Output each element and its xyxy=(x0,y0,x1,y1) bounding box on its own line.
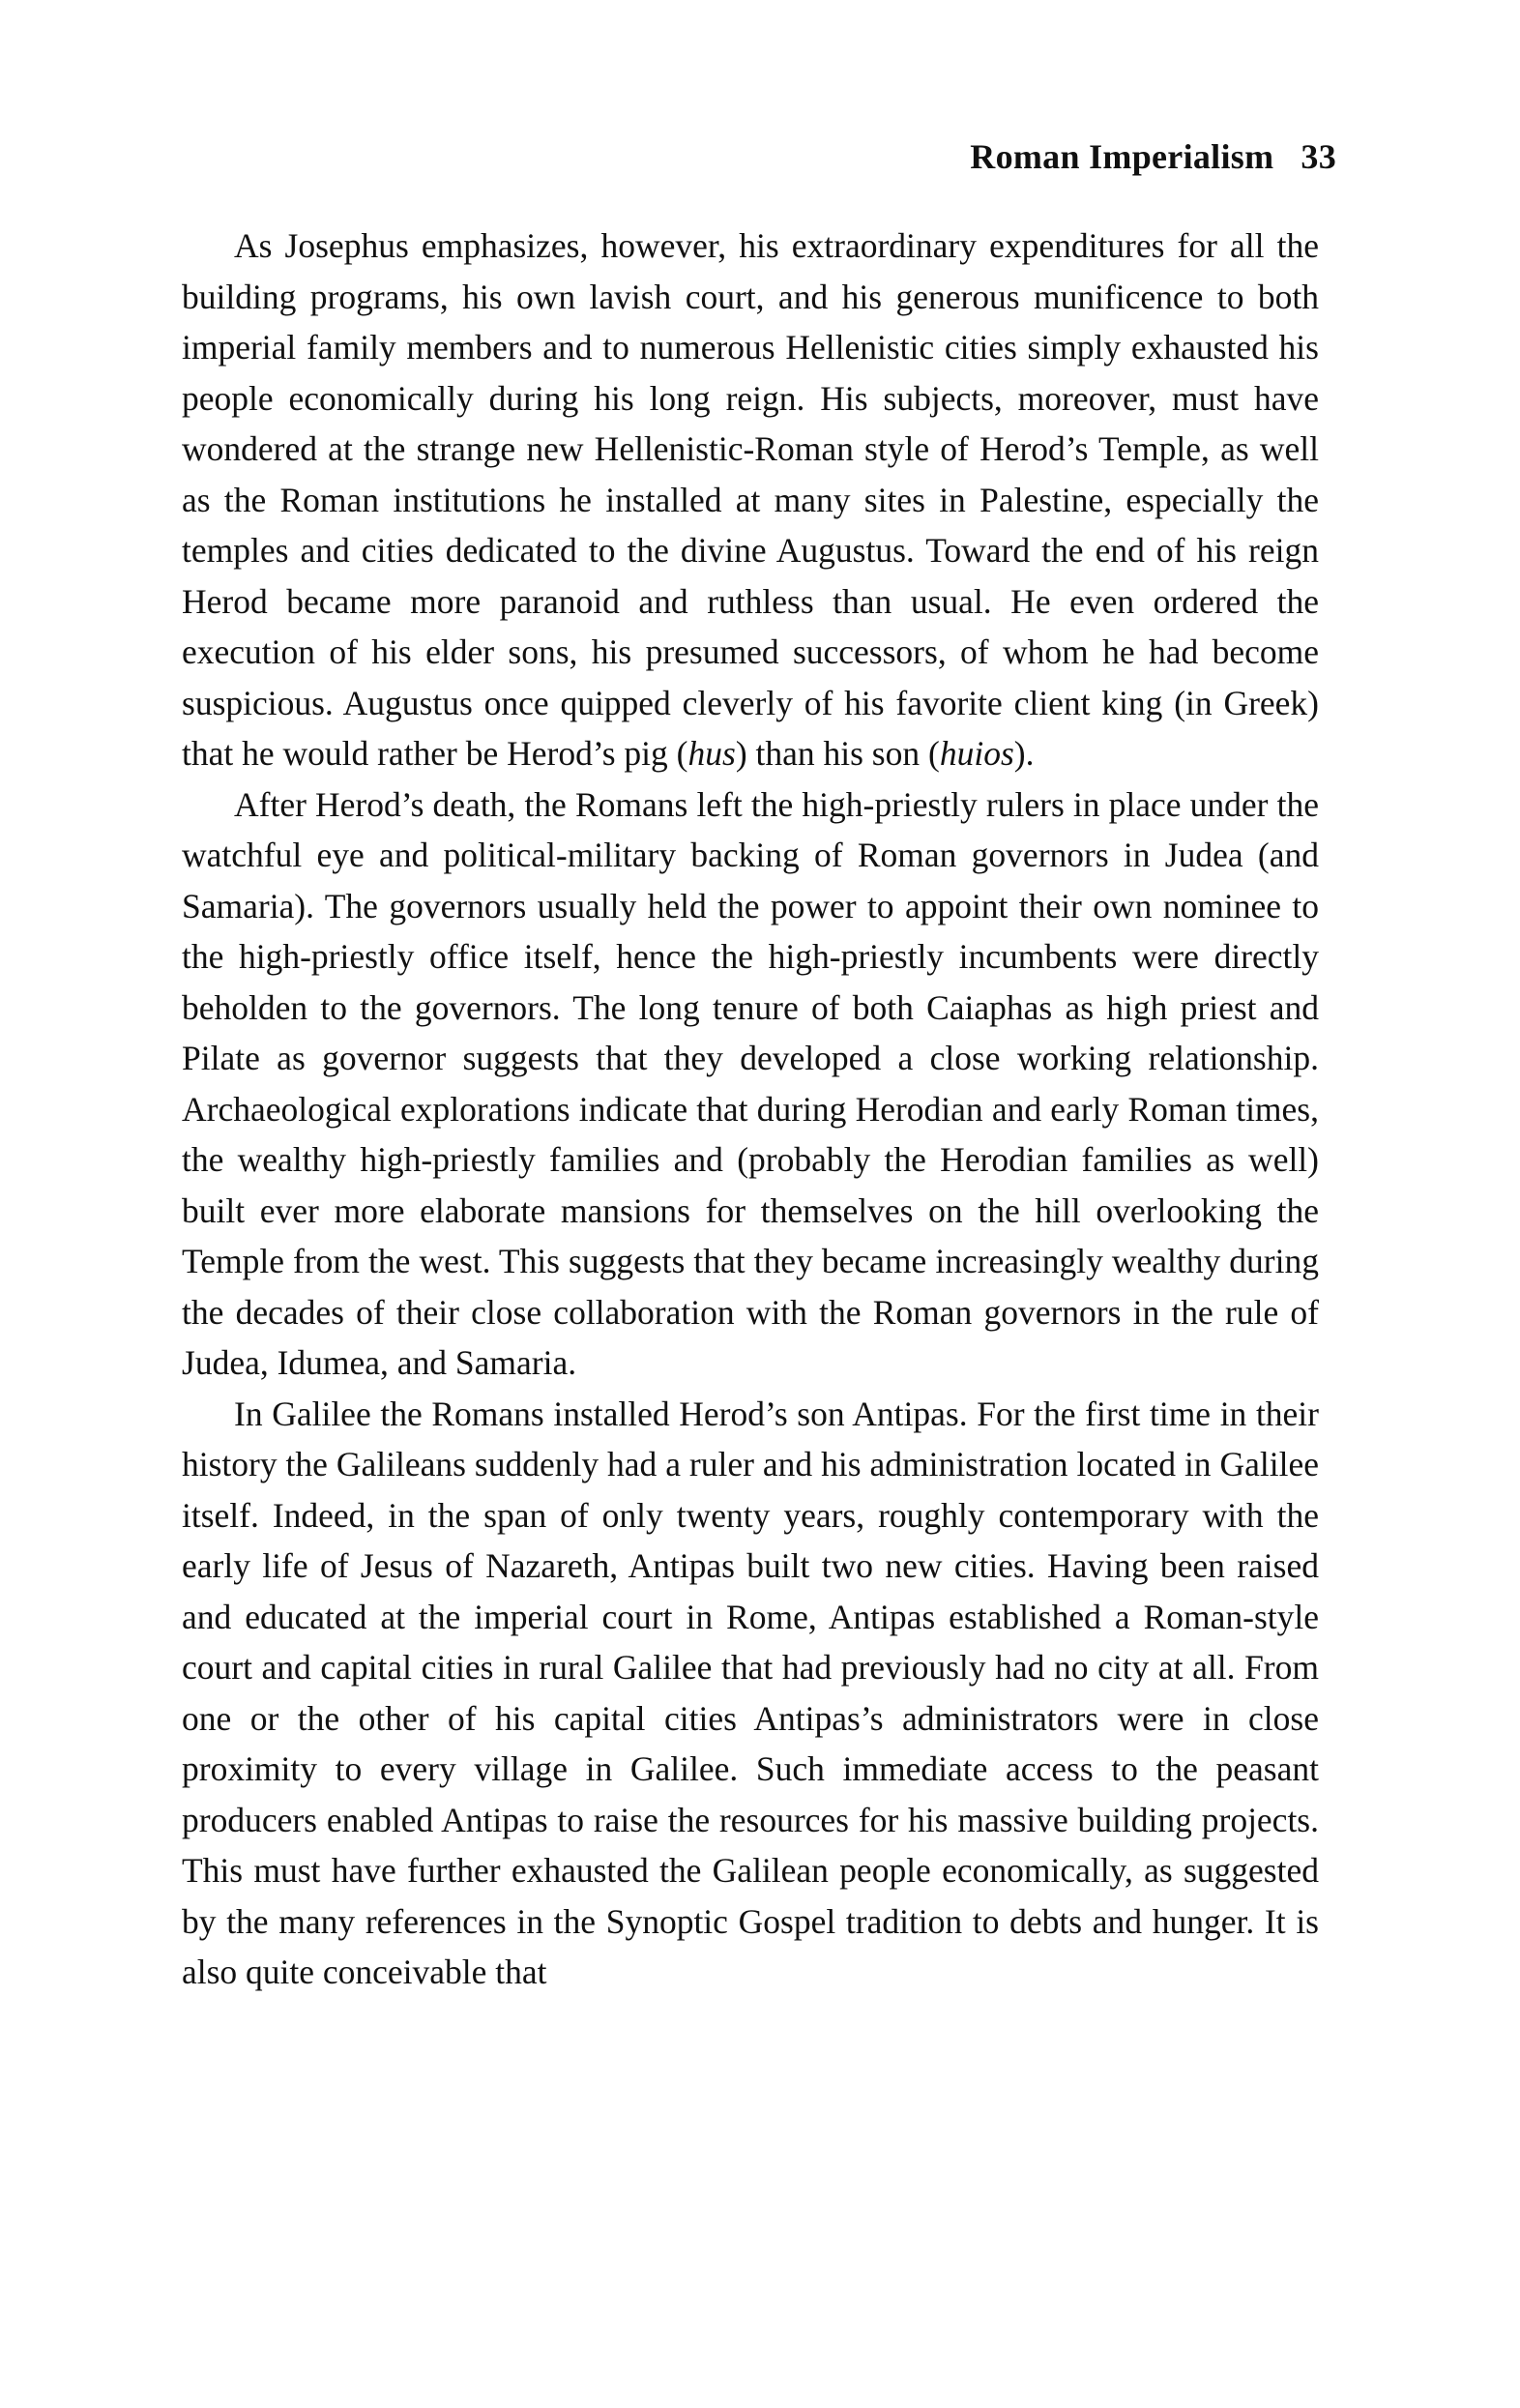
paragraph-1 xyxy=(182,220,1319,779)
paragraph-3 xyxy=(182,1389,1319,1998)
paragraph-2-text: After Herod’s death, the Romans left the high-priestly rulers in place under the watchful eye and political-military backing of Roman governors in Judea (and Samaria). The governors usually held the power to appoint their own nominee to the high-priestly office itself, hence the high-priestly incumbents were directly beholden to the governors. The long tenure of both Caiaphas as high priest and Pilate as governor suggests that they developed a close working relationship. Archaeological explorations indicate that during Herodian and early Roman times, the wealthy high-priestly families and (probably the Herodian families as well) built ever more elaborate mansions for themselves on the hill overlooking the Temple from the west. This suggests that they became increasingly wealthy during the decades of their close collaboration with the Roman governors in the rule of Judea, Idumea, and Samaria. xyxy=(182,784,1319,1382)
paragraph-2 xyxy=(182,779,1319,1389)
paragraph-3-text: In Galilee the Romans installed Herod’s son Antipas. For the first time in their history the Galileans suddenly had a ruler and his administration located in Galilee itself. Indeed, in the span of only twenty years, roughly contemporary with the early life of Jesus of Nazareth, Antipas built two new cities. Having been raised and educated at the imperial court in Rome, Antipas established a Roman-style court and capital cities in rural Galilee that had previously had no city at all. From one or the other of his capital cities Antipas’s administrators were in close proximity to every village in Galilee. Such immediate access to the peasant producers enabled Antipas to raise the resources for his massive building projects. This must have further exhausted the Galilean people economically, as suggested by the many references in the Synoptic Gospel tradition to debts and hunger. It is also quite conceivable that xyxy=(182,1394,1319,1991)
italic-term-huios: huios xyxy=(939,734,1014,773)
italic-term-hus: hus xyxy=(687,734,736,773)
body-text xyxy=(182,220,1319,1998)
paragraph-1-text: As Josephus emphasizes, however, his extraordinary expenditures for all the building programs, his own lavish court, and his generous munificence to both imperial family members and to numerous Hellenistic cities simply exhausted his people economically during his long reign. His subjects, moreover, must have wondered at the strange new Hellenistic-Roman style of Herod’s Temple, as well as the Roman institutions he installed at many sites in Palestine, especially the temples and cities dedicated to the divine Augustus. Toward the end of his reign Herod became more paranoid and ruthless than usual. He even ordered the execution of his elder sons, his presumed successors, of whom he had become suspicious. Augustus once quipped cleverly of his favorite client king (in Greek) that he would rather be Herod’s pig ( xyxy=(182,226,1319,773)
page-number: 33 xyxy=(1301,137,1336,176)
chapter-title: Roman Imperialism xyxy=(970,137,1274,176)
paragraph-1-text: ). xyxy=(1013,734,1035,773)
running-head xyxy=(970,135,1336,178)
paragraph-1-text: ) than his son ( xyxy=(735,734,940,773)
